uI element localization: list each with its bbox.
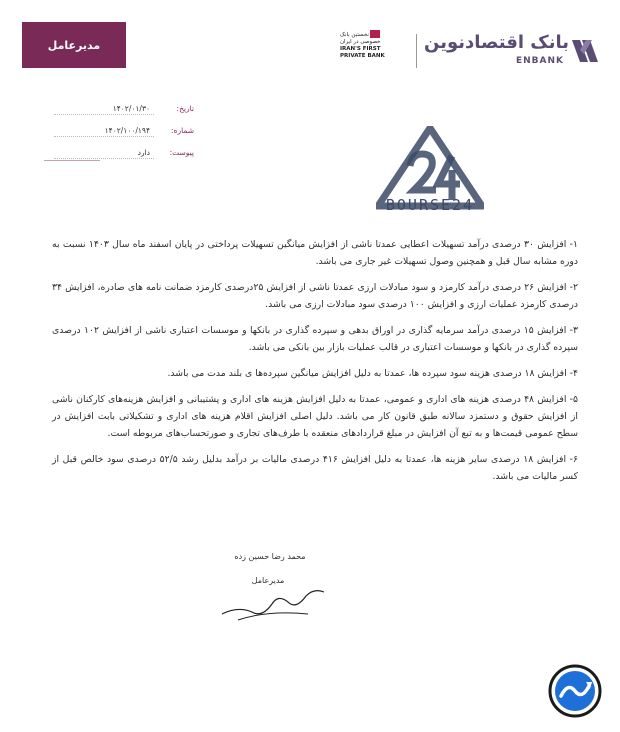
paragraph-1: ۱- افزایش ۳۰ درصدی درآمد تسهیلات اعطایی عمدتا ناشی از افزایش میانگین تسهیلات پرداختی در پایان اسفند ماه سال ۱۴۰۳ نسبت به دوره مشابه سال قبل و همچنین وصول تسهیلات غیر جاری می باشد. xyxy=(52,239,578,267)
paragraph-4: ۴- افزایش ۱۸ درصدی هزینه سود سپرده ها، عمدتا به دلیل افزایش میانگین سپرده‌ها ی بلند مدت می باشد. xyxy=(167,368,578,379)
bank-logos xyxy=(340,30,600,76)
watermark-text: BOURSE24 xyxy=(385,196,475,214)
bourse24-circle-icon xyxy=(548,664,602,718)
paragraph-6: ۶- افزایش ۱۸ درصدی سایر هزینه ها، عمدتا به دلیل افزایش ۴۱۶ درصدی مالیات بر درآمد بدلیل رشد ۵۲/۵ درصدی سود خالص قبل از کسر مالیات می باشد. xyxy=(52,454,579,482)
first-private-bank-logo: نخستین بانک خصوصی در ایران IRAN'S FIRST PRIVATE BANK xyxy=(340,32,385,59)
handwritten-signature xyxy=(218,584,328,624)
paragraph-2: ۲- افزایش ۲۶ درصدی درآمد کارمزد و سود مبادلات ارزی عمدتا ناشی از افزایش ۲۵درصدی کارمزد ضمانت نامه های صادره، افزایش ۳۴ درصدی کارمزد عملیات ارزی و افزایش ۱۰۰ درصدی سود مبادلات ارزی می باشد. xyxy=(52,282,578,310)
enbank-name-fa: بانک اقتصادنوین xyxy=(424,32,570,53)
meta-attachment-row: پیوست: دارد xyxy=(44,148,194,162)
signatory-name: محمد رضا حسین زده xyxy=(234,552,306,561)
enbank-name-en: ENBANK xyxy=(515,56,564,66)
first-bank-mark-icon xyxy=(370,30,380,38)
ceo-badge: مدیرعامل xyxy=(22,22,126,68)
signatory-title: مدیرعامل xyxy=(251,576,285,585)
enbank-mark-icon xyxy=(570,36,600,66)
meta-divider xyxy=(44,160,100,161)
meta-date-row: تاریخ: ۱۴۰۲/۰۱/۳۰ xyxy=(44,104,194,118)
paragraph-3: ۳- افزایش ۱۵ درصدی درآمد سرمایه گذاری در اوراق بدهی و سپرده گذاری در بانکها و موسسات اعتباری ناشی از افزایش ۱۰۲ درصدی سپرده گذاری در بانکها و موسسات اعتباری در قالب عملیات بازار بین بانکی می باشد. xyxy=(52,325,578,353)
meta-number-row: شماره: ۱۴۰۲/۱۰۰/۱۹۴ xyxy=(44,126,194,140)
enbank-logo xyxy=(424,32,600,72)
letter-body xyxy=(52,236,578,494)
logo-separator xyxy=(416,34,417,68)
paragraph-5: ۵- افزایش ۴۸ درصدی هزینه های اداری و عمومی، عمدتا به دلیل افزایش هزینه های اداری و پشتیبانی و افزایش هزینه‌های کارکنان ناشی از افزایش حقوق و دستمزد سالانه طبق قانون کار می باشد. دلیل اصلی افزایش اقلام هزینه های اداری و تشکیلاتی بابت افزایش در سطح عمومی قیمت‌ها و به تبع آن افزایش در مبلغ قراردادهای منعقده با طرف‌های تجاری و صورتحساب‌های مربوطه است. xyxy=(52,394,578,439)
